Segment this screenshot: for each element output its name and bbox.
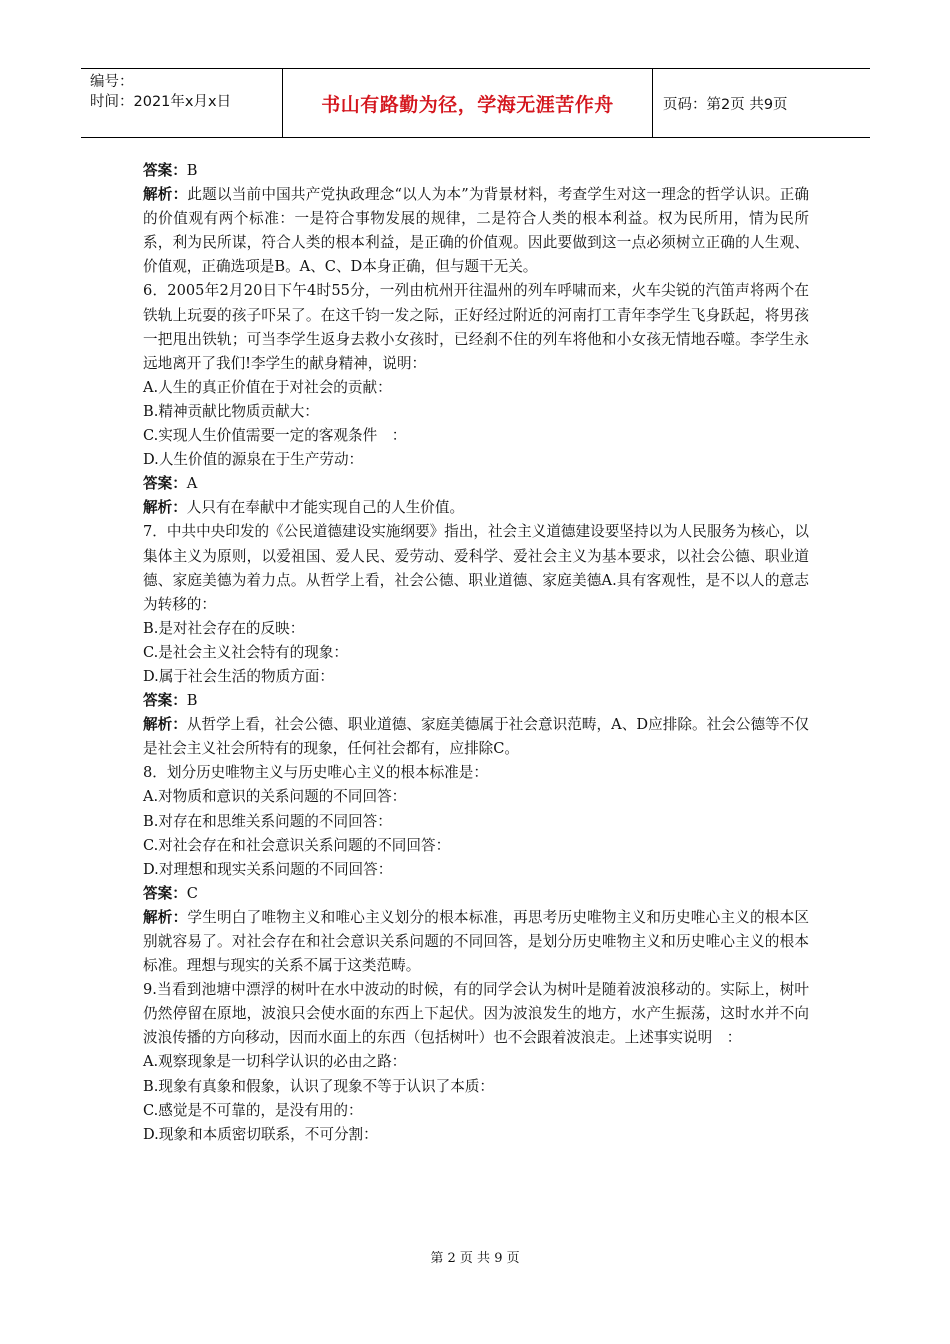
doc-time-label: 时间：2021年x月x日 [90, 94, 232, 110]
question-6-option-a: A.人生的真正价值在于对社会的贡献： [143, 378, 392, 396]
header-left-cell [81, 69, 283, 137]
question-9-option-d: D.现象和本质密切联系，不可分割： [143, 1125, 378, 1143]
analysis-label: 解析： [143, 908, 188, 926]
question-6-option-c: C.实现人生价值需要一定的客观条件 ： [143, 427, 407, 445]
question-7: 7．中共中央印发的《公民道德建设实施纲要》指出，社会主义道德建设要坚持以为人民服务为核心，以集体主义为原则，以爱祖国、爱人民、爱劳动、爱科学、爱社会主义为基本要求，以社会公德、职业道德、家庭美德为着力点。从哲学上看，社会公德、职业道德、家庭美德A.具有客观性，是不以人的意志为转移的： [143, 523, 810, 613]
analysis-paragraph [143, 906, 809, 978]
answer-label: 答案： [143, 162, 187, 179]
answer-value: A [186, 475, 198, 493]
analysis-text: 从哲学上看，社会公德、职业道德、家庭美德属于社会意识范畴，A、D应排除。社会公德等不仅是社会主义社会所特有的现象，任何社会都有，应排除C。 [143, 716, 809, 758]
page-footer: 第 2 页 共 9 页 [430, 1251, 520, 1266]
page-header [81, 68, 870, 138]
question-8-option-a: A.对物质和意识的关系问题的不同回答： [143, 788, 407, 806]
analysis-text: 学生明白了唯物主义和唯心主义划分的根本标准，再思考历史唯物主义和历史唯心主义的根本区别就容易了。对社会存在和社会意识关系问题的不同回答，是划分历史唯物主义和历史唯心主义的根本标准。理想与现实的关系不属于这类范畴。 [143, 908, 809, 975]
question-6-option-d: D.人生价值的源泉在于生产劳动： [143, 451, 364, 469]
answer-label: 答案： [143, 884, 187, 902]
answer-line [143, 689, 809, 713]
analysis-text: 此题以当前中国共产党执政理念“以人为本”为背景材料，考查学生对这一理念的哲学认识。正确的价值观有两个标准：一是符合事物发展的规律，二是符合人类的根本利益。权为民所用，情为民所系，利为民所谋，符合人类的根本利益，是正确的价值观。因此要做到这一点必须树立正确的人生观、价值观，正确选项是B。A、C、D本身正确，但与题干无关。 [143, 186, 809, 276]
analysis-label: 解析： [143, 716, 187, 734]
question-6: 6．2005年2月20日下午4时55分，一列由杭州开往温州的列车呼啸而来，火车尖锐的汽笛声将两个在铁轨上玩耍的孩子吓呆了。在这千钧一发之际，正好经过附近的河南打工青年李学生飞身跃起，将男孩一把甩出铁轨；可当李学生返身去救小女孩时，已经刹不住的列车将他和小女孩无情地吞噬。李学生永远地离开了我们!李学生的献身精神，说明： [143, 282, 809, 372]
answer-value: C [186, 884, 198, 902]
question-7-option-b: B.是对社会存在的反映： [143, 619, 305, 637]
doc-code-label: 编号： [90, 74, 134, 90]
question-9: 9.当看到池塘中漂浮的树叶在水中波动的时候，有的同学会认为树叶是随着波浪移动的。实际上，树叶仍然停留在原地，波浪只会使水面的东西上下起伏。因为波浪发生的地方，水产生振荡，这时水并不向波浪传播的方向移动，因而水面上的东西（包括树叶）也不会跟着波浪走。上述事实说明 ： [143, 981, 809, 1047]
header-motto: 书山有路勤为径，学海无涯苦作舟 [283, 69, 653, 137]
answer-line [143, 159, 809, 183]
question-7-option-c: C.是社会主义社会特有的现象： [143, 643, 349, 661]
header-page-info: 页码：第2页 共9页 [663, 96, 788, 113]
analysis-paragraph [143, 183, 809, 279]
answer-label: 答案： [143, 475, 187, 493]
analysis-paragraph [143, 496, 809, 520]
question-9-option-b: B.现象有真象和假象，认识了现象不等于认识了本质： [143, 1077, 495, 1095]
question-6-option-b: B.精神贡献比物质贡献大： [143, 402, 319, 420]
answer-line [143, 882, 809, 906]
analysis-paragraph [143, 713, 809, 761]
document-body [143, 159, 809, 1147]
question-8-option-c: C.对社会存在和社会意识关系问题的不同回答： [143, 836, 451, 854]
question-8: 8．划分历史唯物主义与历史唯心主义的根本标准是： [143, 764, 488, 782]
analysis-label: 解析： [143, 499, 187, 517]
question-7-option-d: D.属于社会生活的物质方面： [143, 667, 334, 685]
answer-value: B [186, 162, 198, 179]
answer-line [143, 472, 809, 496]
answer-value: B [186, 692, 198, 710]
analysis-label: 解析： [143, 186, 188, 204]
analysis-text: 人只有在奉献中才能实现自己的人生价值。 [186, 499, 465, 517]
question-9-option-a: A.观察现象是一切科学认识的必由之路： [143, 1053, 407, 1071]
answer-label: 答案： [143, 692, 187, 710]
question-8-option-b: B.对存在和思维关系问题的不同回答： [143, 812, 392, 830]
question-9-option-c: C.感觉是不可靠的，是没有用的： [143, 1101, 363, 1119]
question-8-option-d: D.对理想和现实关系问题的不同回答： [143, 860, 393, 878]
